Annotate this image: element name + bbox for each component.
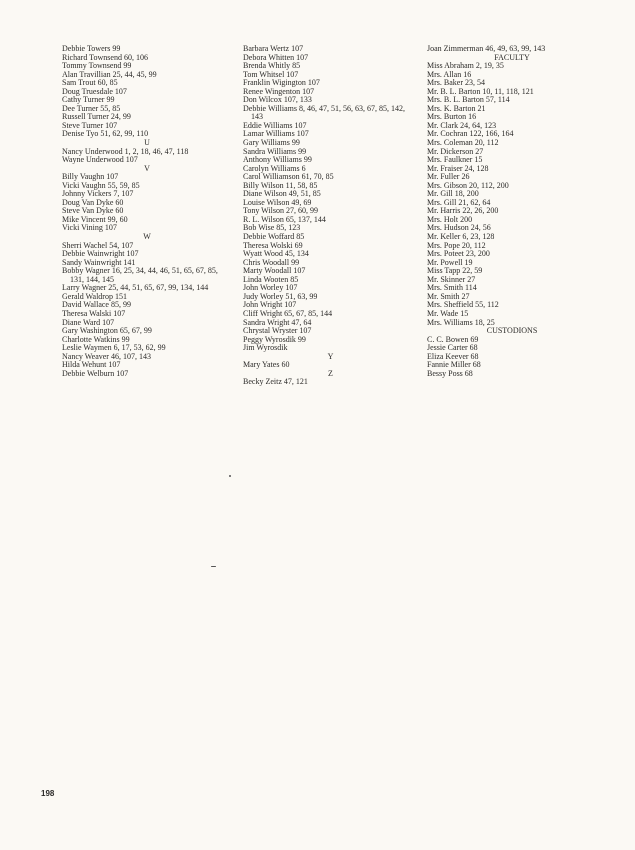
index-entry: Debbie Woffard 85 — [243, 232, 305, 242]
index-entry: David Wallace 85, 99 — [62, 300, 131, 310]
index-entry: Bobby Wagner 16, 25, 34, 44, 46, 51, 65, 67, 85, 131, 144, 145 — [62, 266, 218, 284]
index-entry: Wyatt Wood 45, 134 — [243, 249, 309, 259]
index-entry: Lamar Williams 107 — [243, 129, 309, 139]
index-entry: Steve Van Dyke 60 — [62, 206, 124, 216]
index-entry: Don Wilcox 107, 133 — [243, 95, 312, 105]
index-entry: Mrs. Allan 16 — [427, 69, 472, 79]
index-entry: Charlotte Watkins 99 — [62, 334, 130, 344]
index-entry: Mrs. K. Barton 21 — [427, 103, 486, 113]
index-entry: Mrs. Williams 18, 25 — [427, 317, 495, 327]
index-entry: John Wright 107 — [243, 300, 297, 310]
index-entry: Sandy Wainwright 141 — [62, 257, 136, 267]
index-entry: Brenda Whitly 85 — [243, 61, 301, 71]
section-heading: U — [144, 138, 150, 148]
index-entry: Mrs. Smith 114 — [427, 283, 477, 293]
section-heading: CUSTODIONS — [486, 326, 538, 336]
index-entry: Mrs. Coleman 20, 112 — [427, 138, 499, 148]
index-entry: Debora Whitten 107 — [243, 52, 309, 62]
index-entry: Tom Whitsel 107 — [243, 69, 299, 79]
index-entry: Tony Wilson 27, 60, 99 — [243, 206, 318, 216]
section-heading: Y — [327, 351, 334, 361]
index-entry: Richard Townsend 60, 106 — [62, 52, 148, 62]
index-entry: Mrs. Holt 200 — [427, 214, 473, 224]
index-entry: Miss Abraham 2, 19, 35 — [427, 61, 504, 71]
index-entry: Alan Travillian 25, 44, 45, 99 — [62, 69, 157, 79]
section-heading: W — [143, 232, 151, 242]
index-entry: Mrs. Faulkner 15 — [427, 155, 483, 165]
index-entry: Billy Wilson 11, 58, 85 — [243, 180, 318, 190]
index-entry: Leslie Waymen 6, 17, 53, 62, 99 — [62, 343, 166, 353]
index-entry: Mr. Cochran 122, 166, 164 — [427, 129, 514, 139]
index-entry: Mr. Fuller 26 — [427, 172, 470, 182]
index-entry: Sherri Wachel 54, 107 — [62, 240, 134, 250]
index-entry: Johnny Vickers 7, 107 — [62, 189, 134, 199]
index-entry: Carol Williamson 61, 70, 85 — [243, 172, 334, 182]
index-entry: C. C. Bowen 69 — [427, 334, 479, 344]
index-entry: Diane Wilson 49, 51, 85 — [243, 189, 321, 199]
index-entry: Larry Wagner 25, 44, 51, 65, 67, 99, 134, 144 — [62, 283, 209, 293]
index-entry: Vicki Vining 107 — [62, 223, 117, 233]
index-entry: Gary Washington 65, 67, 99 — [62, 326, 152, 336]
index-entry: Mr. Gill 18, 200 — [427, 189, 479, 199]
index-entry: Mr. Powell 19 — [427, 257, 473, 267]
index-entry: Peggy Wyrosdik 99 — [243, 334, 306, 344]
index-entry: Mr. Wade 15 — [427, 308, 469, 318]
index-entry: Mr. Dickerson 27 — [427, 146, 484, 156]
index-entry: Bob Wise 85, 123 — [243, 223, 301, 233]
index-column-1 — [62, 45, 232, 378]
index-entry: Sam Trout 60, 85 — [62, 78, 118, 88]
index-entry: Renee Wingenton 107 — [243, 86, 315, 96]
index-entry: Wayne Underwood 107 — [62, 155, 138, 165]
index-entry: Mrs. Baker 23, 54 — [427, 78, 485, 88]
index-column-2 — [243, 45, 418, 387]
index-entry: Mrs. Gibson 20, 112, 200 — [427, 180, 509, 190]
index-entry: Mr. B. L. Barton 10, 11, 118, 121 — [427, 86, 534, 96]
index-entry: Mrs. B. L. Barton 57, 114 — [427, 95, 510, 105]
index-entry: Nancy Weaver 46, 107, 143 — [62, 351, 151, 361]
index-entry: Mrs. Hudson 24, 56 — [427, 223, 491, 233]
index-entry: Sandra Williams 99 — [243, 146, 307, 156]
index-entry: Debbie Williams 8, 46, 47, 51, 56, 63, 67, 85, 142, 143 — [243, 103, 405, 122]
index-entry: Mr. Keller 6, 23, 128 — [427, 232, 495, 242]
index-entry: John Worley 107 — [243, 283, 298, 293]
index-entry: Vicki Vaughn 55, 59, 85 — [62, 180, 140, 190]
index-entry: Mrs. Gill 21, 62, 64 — [427, 197, 491, 207]
index-entry: Joan Zimmerman 46, 49, 63, 99, 143 — [427, 44, 546, 53]
index-entry: Mr. Smith 27 — [427, 291, 470, 301]
index-entry: Mrs. Burton 16 — [427, 112, 477, 122]
index-entry: Chrystal Wryster 107 — [243, 326, 312, 336]
index-entry: Diane Ward 107 — [62, 317, 115, 327]
paper-speck — [229, 475, 231, 477]
index-entry: Judy Worley 51, 63, 99 — [243, 291, 318, 301]
index-entry: Chris Woodall 99 — [243, 257, 300, 267]
section-heading: FACULTY — [494, 52, 530, 62]
index-entry: Mary Yates 60 — [243, 360, 290, 370]
index-entry: Doug Van Dyke 60 — [62, 197, 124, 207]
index-entry: Miss Tapp 22, 59 — [427, 266, 483, 276]
index-entry: Theresa Wolski 69 — [243, 240, 303, 250]
index-entry: Mr. Fraiser 24, 128 — [427, 163, 489, 173]
index-entry: Steve Turner 107 — [62, 120, 118, 130]
index-entry: Mr. Clark 24, 64, 123 — [427, 120, 497, 130]
index-entry: Louise Wilson 49, 69 — [243, 197, 312, 207]
index-entry: Gary Williams 99 — [243, 138, 300, 148]
page-number: 198 — [41, 789, 55, 798]
index-entry: Anthony Williams 99 — [243, 155, 312, 165]
index-entry: Debbie Welburn 107 — [62, 368, 129, 378]
index-entry: Sandra Wright 47, 64 — [243, 317, 312, 327]
index-entry: Eddie Williams 107 — [243, 120, 307, 130]
index-entry: Mr. Skinner 27 — [427, 274, 476, 284]
index-entry: Mike Vincent 99, 60 — [62, 214, 128, 224]
index-entry: Becky Zeitz 47, 121 — [243, 377, 308, 387]
index-entry: Bessy Poss 68 — [427, 368, 473, 378]
index-entry: Mr. Harris 22, 26, 200 — [427, 206, 499, 216]
index-entry: Linda Wooten 85 — [243, 274, 299, 284]
index-entry: Jessie Carter 68 — [427, 343, 478, 353]
index-entry: Nancy Underwood 1, 2, 18, 46, 47, 118 — [62, 146, 189, 156]
index-entry: Franklin Wigington 107 — [243, 78, 320, 88]
paper-speck — [211, 566, 216, 567]
index-entry: Barbara Wertz 107 — [243, 44, 304, 53]
index-entry: Russell Turner 24, 99 — [62, 112, 131, 122]
index-entry: Billy Vaughn 107 — [62, 172, 119, 182]
index-entry: Doug Truesdale 107 — [62, 86, 127, 96]
index-entry: Hilda Wehunt 107 — [62, 360, 121, 370]
index-entry: Theresa Walski 107 — [62, 308, 126, 318]
index-entry: Denise Tyo 51, 62, 99, 110 — [62, 129, 149, 139]
index-entry: Mrs. Sheffield 55, 112 — [427, 300, 499, 310]
index-entry: Marty Woodall 107 — [243, 266, 306, 276]
index-entry: Jim Wyrosdik — [243, 343, 288, 353]
index-entry: Dee Turner 55, 85 — [62, 103, 121, 113]
index-entry: Debbie Wainwright 107 — [62, 249, 139, 259]
index-column-3 — [427, 45, 597, 378]
index-entry: Tommy Townsend 99 — [62, 61, 132, 71]
section-heading: Z — [328, 368, 333, 378]
section-heading: V — [144, 163, 150, 173]
index-entry: Cathy Turner 99 — [62, 95, 115, 105]
index-entry: Cliff Wright 65, 67, 85, 144 — [243, 308, 333, 318]
index-entry: Debbie Towers 99 — [62, 44, 121, 53]
index-entry: Fannie Miller 68 — [427, 360, 481, 370]
index-entry: Mrs. Poteet 23, 200 — [427, 249, 490, 259]
index-entry: R. L. Wilson 65, 137, 144 — [243, 214, 326, 224]
index-entry: Mrs. Pope 20, 112 — [427, 240, 486, 250]
index-entry: Carolyn Williams 6 — [243, 163, 306, 173]
index-entry: Gerald Waldrop 151 — [62, 291, 127, 301]
index-entry: Eliza Keever 68 — [427, 351, 479, 361]
